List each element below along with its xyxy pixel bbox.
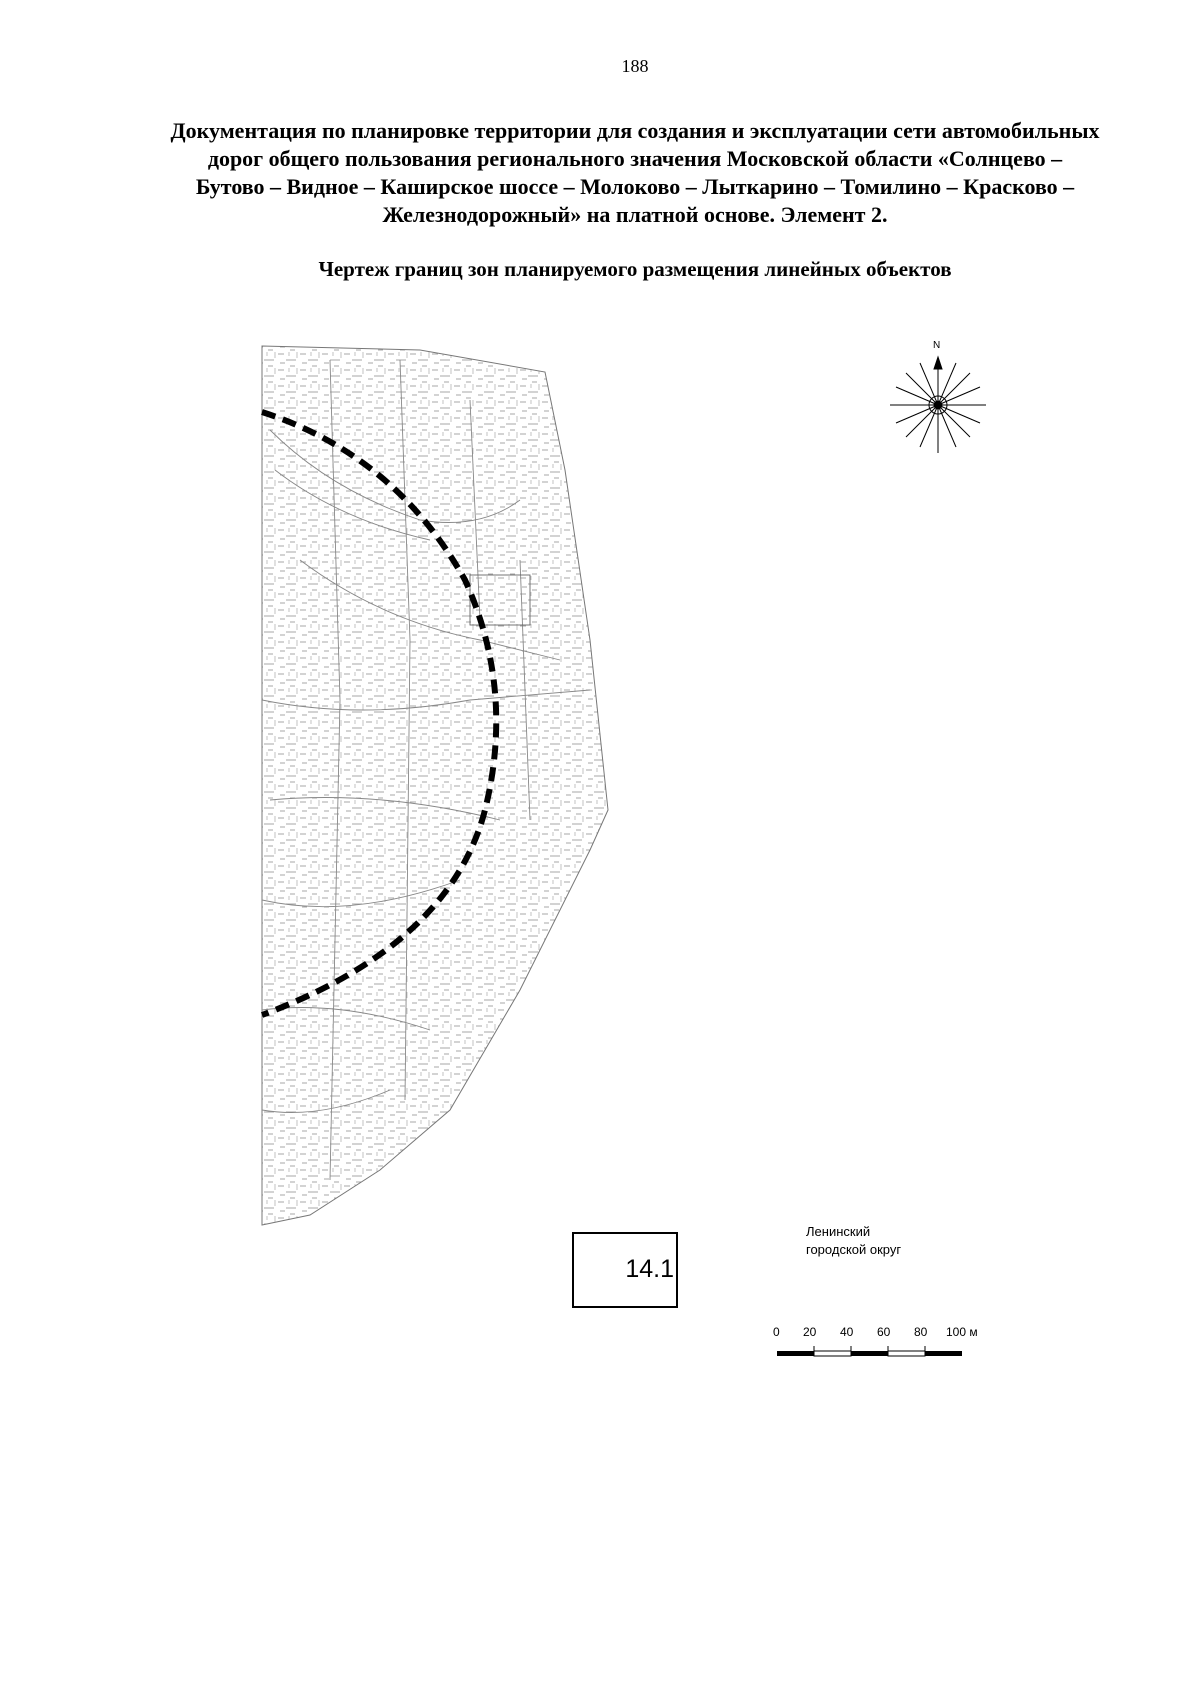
scale-tick-label: 40: [840, 1325, 854, 1339]
title-line: Железнодорожный» на платной основе. Элемент 2.: [382, 202, 888, 227]
title-line: дорог общего пользования регионального значения Московской области «Солнцево –: [207, 146, 1063, 171]
sheet-index-box: [572, 1232, 678, 1308]
district-label: [806, 1223, 901, 1259]
sheet-label: 14.1: [625, 1255, 674, 1283]
compass-rose-icon: [890, 357, 986, 453]
scale-tick-label: 80: [914, 1325, 928, 1339]
page-number: 188: [621, 56, 649, 76]
scale-tick-label: 0: [773, 1325, 780, 1339]
compass-north-label: N: [933, 340, 941, 351]
title-line: Документация по планировке территории для создания и эксплуатации сети автомобильных: [170, 118, 1100, 143]
drawing-title: Чертеж границ зон планируемого размещения линейных объектов: [318, 257, 952, 281]
district-label-line: городской округ: [806, 1242, 902, 1257]
title-line: Бутово – Видное – Каширское шоссе – Молоково – Лыткарино – Томилино – Красково –: [195, 174, 1075, 199]
district-label-line: Ленинский: [806, 1224, 871, 1239]
scale-bar: [777, 1346, 962, 1356]
territory-area: [262, 346, 608, 1225]
scale-tick-label: 20: [803, 1325, 817, 1339]
scale-tick-label: 60: [877, 1325, 891, 1339]
scale-tick-label: 100 м: [946, 1325, 978, 1339]
